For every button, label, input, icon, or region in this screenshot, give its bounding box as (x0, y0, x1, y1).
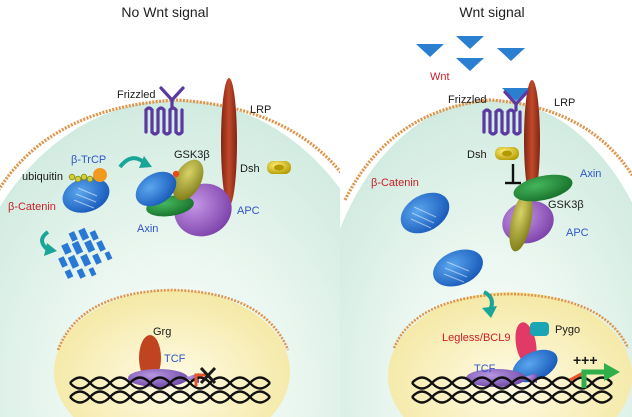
wnt-ligand (456, 58, 484, 71)
left-grg-label: Grg (153, 326, 172, 338)
right-gsk3b-label: GSK3β (548, 199, 584, 211)
wnt-ligand (497, 48, 525, 61)
left-ubiquitin-label: ubiquitin (22, 171, 63, 183)
left-tcf-label: TCF (164, 353, 186, 365)
left-b-trcp-label: β-TrCP (71, 154, 107, 166)
left-gsk3b-label: GSK3β (174, 149, 210, 161)
left-lrp-receptor (221, 78, 237, 206)
wnt-ligands (416, 36, 530, 101)
right-b-catenin-label: β-Catenin (371, 177, 419, 189)
left-panel-title: No Wnt signal (121, 4, 209, 20)
left-lrp-label: LRP (250, 104, 272, 116)
right-apc-label: APC (566, 227, 589, 239)
left-axin-label: Axin (137, 223, 159, 235)
right-frizzled-label: Frizzled (448, 94, 487, 106)
left-frizzled-label: Frizzled (117, 89, 156, 101)
right-panel-title: Wnt signal (459, 4, 525, 20)
right-dsh-label: Dsh (467, 149, 487, 161)
right-axin-label: Axin (580, 168, 602, 180)
left-b-catenin-label: β-Catenin (8, 201, 56, 213)
right-lrp-label: LRP (554, 97, 576, 109)
left-dsh (267, 161, 291, 174)
left-dsh-label: Dsh (240, 163, 260, 175)
left-apc-label: APC (237, 205, 260, 217)
right-tcf-label: TCF (474, 363, 496, 375)
activation-label: +++ (573, 352, 598, 368)
wnt-ligand (416, 44, 444, 57)
right-pygo-label: Pygo (555, 324, 581, 336)
left-phospho-dot (173, 171, 179, 177)
left-b-trcp (93, 168, 107, 182)
right-pygo (530, 322, 549, 336)
right-dsh (495, 147, 519, 160)
right-legless-label: Legless/BCL9 (442, 332, 511, 344)
wnt-label: Wnt (430, 71, 450, 83)
wnt-ligand (456, 36, 484, 49)
